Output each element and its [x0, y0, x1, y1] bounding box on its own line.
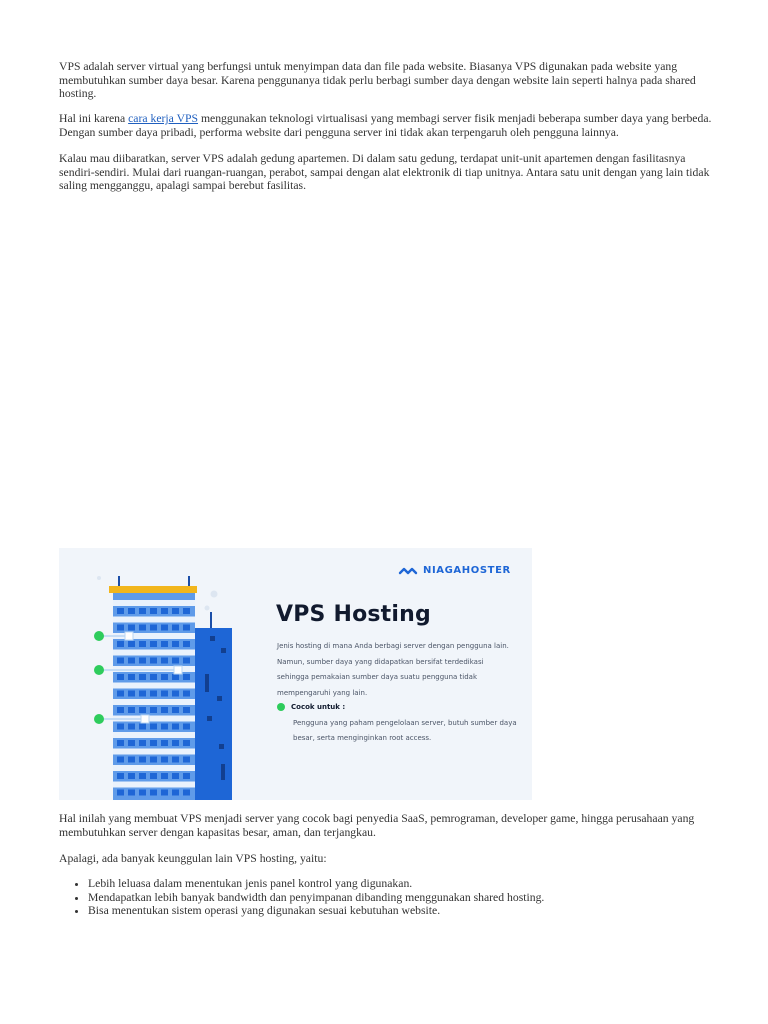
vps-hosting-banner	[59, 548, 532, 800]
cara-kerja-vps-link[interactable]: cara kerja VPS	[128, 112, 199, 125]
green-dot-icon	[277, 703, 285, 711]
list-item: • Lebih leluasa dalam menentukan jenis panel kontrol yang digunakan.	[88, 877, 738, 891]
banner-description: Jenis hosting di mana Anda berbagi server dengan pengguna lain. Namun, sumber daya yang didapatkan bersifat terdedikasi sehingga pemakaian sumber daya suatu pengguna tidak mempengaruhi yang lain.	[277, 642, 509, 697]
cocok-label: Cocok untuk :	[291, 703, 346, 711]
saas-paragraph: Hal inilah yang membuat VPS menjadi server yang cocok bagi penyedia SaaS, pemrograman, developer game, hingga perusahaan yang membutuhkan server dengan kapasitas besar, aman, dan terjangkau.	[59, 812, 695, 839]
intro-paragraph: VPS adalah server virtual yang berfungsi untuk menyimpan data dan file pada website. Biasanya VPS digunakan pada website yang membutuhkan sumber daya besar. Karena penggunanya tidak perlu berbagi sumber daya dengan website lain seperti halnya pada shared hosting.	[59, 60, 696, 101]
apartment-analogy-paragraph: Kalau mau diibaratkan, server VPS adalah gedung apartemen. Di dalam satu gedung, terdapat unit-unit apartemen dengan fasilitasnya sendiri-sendiri. Mulai dari ruangan-ruangan, perabot, sampai dengan alat elektronik di tiap unitnya. Antara satu unit dengan yang lain tidak saling mengganggu, apalagi sampai berebut fasilitas.	[59, 152, 710, 193]
niagahoster-logo	[398, 565, 511, 576]
banner-title: VPS Hosting	[276, 602, 431, 627]
cocok-description: Pengguna yang paham pengelolaan server, butuh sumber daya besar, serta menginginkan root access.	[293, 719, 517, 742]
list-item: • Mendapatkan lebih banyak bandwidth dan penyimpanan dibanding menggunakan shared hosting.	[88, 891, 738, 905]
list-item: • Bisa menentukan sistem operasi yang digunakan sesuai kebutuhan website.	[88, 904, 738, 918]
paragraph-text: Hal ini karena	[59, 112, 129, 125]
paragraph-text: menggunakan teknologi virtualisasi yang membagi server fisik menjadi beberapa sumber daya yang berbeda. Dengan sumber daya pribadi, performa website dari pengguna server ini tidak akan terpengaruh oleh pengguna lainnya.	[59, 112, 712, 139]
brand-name: NIAGAHOSTER	[423, 565, 511, 576]
benefits-list	[59, 877, 738, 918]
infinity-logo-icon	[398, 566, 418, 576]
advantages-intro-paragraph: Apalagi, ada banyak keunggulan lain VPS hosting, yaitu:	[59, 852, 327, 865]
virtualization-paragraph	[59, 112, 714, 139]
cocok-untuk-heading	[277, 703, 345, 711]
